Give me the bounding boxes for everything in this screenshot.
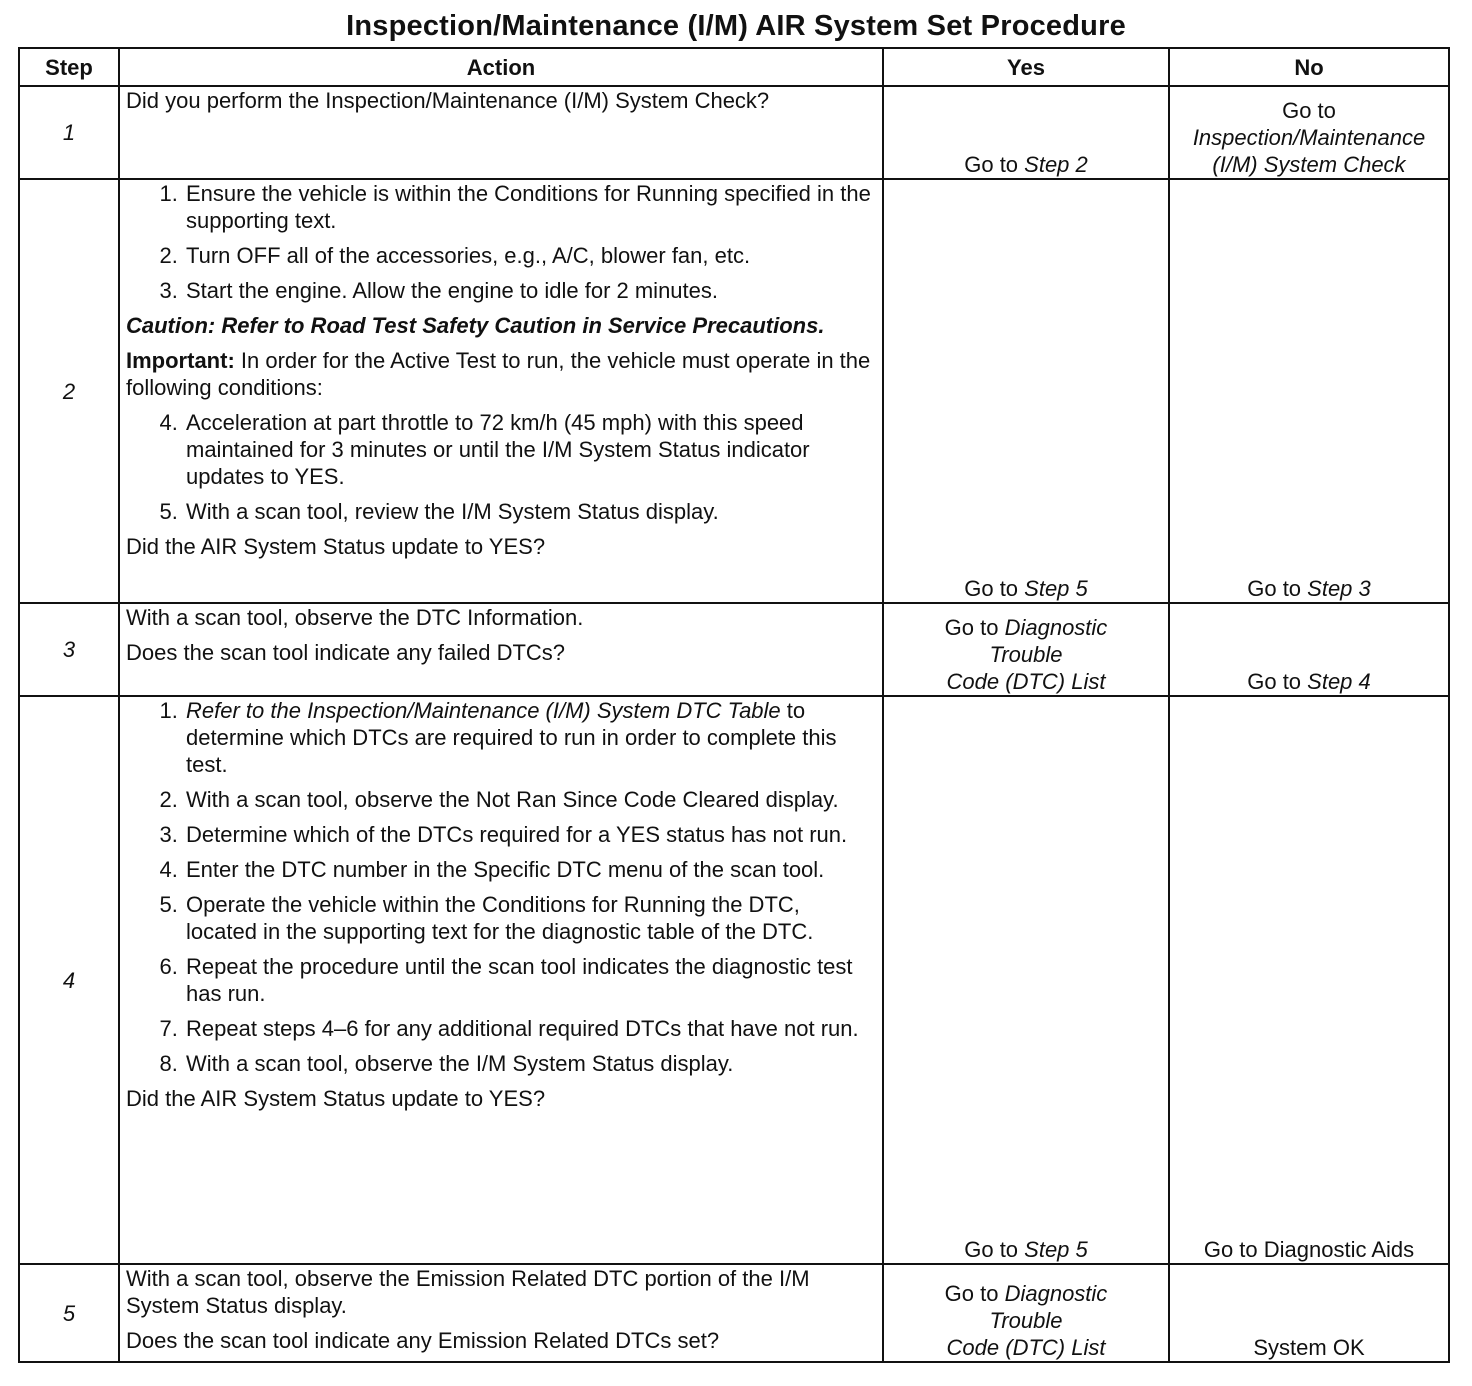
list-item: 4. Enter the DTC number in the Specific DTC menu of the scan tool.	[184, 856, 876, 883]
yes-cell	[883, 86, 1169, 179]
page-title: Inspection/Maintenance (I/M) AIR System Set Procedure	[346, 10, 1126, 42]
list-item: 3. Start the engine. Allow the engine to idle for 2 minutes.	[184, 277, 876, 304]
action-list-a	[126, 180, 876, 304]
action-question: Did the AIR System Status update to YES?	[126, 534, 546, 559]
yes-prefix: Go to	[964, 1237, 1025, 1262]
yes-link-dtc-list[interactable]: Diagnostic	[1004, 615, 1108, 640]
list-item: 4. Acceleration at part throttle to 72 km/h (45 mph) with this speed maintained for 3 minutes or until the I/M System Status indicator updates to YES.	[184, 409, 876, 490]
action-cell	[119, 179, 883, 603]
yes-link-step-5[interactable]: Step 5	[1024, 1237, 1088, 1262]
table-row-step-5	[19, 1264, 1449, 1362]
yes-link-step-5[interactable]: Step 5	[1024, 576, 1088, 601]
no-cell	[1169, 1264, 1449, 1362]
header-action: Action	[119, 48, 883, 86]
list-item	[184, 697, 876, 778]
yes-link-dtc-list-cont[interactable]: Trouble	[989, 1308, 1063, 1333]
yes-line-1	[890, 614, 1162, 641]
action-question: Does the scan tool indicate any failed DTCs?	[126, 640, 566, 665]
yes-cell	[883, 179, 1169, 603]
no-link-step-4[interactable]: Step 4	[1307, 669, 1371, 694]
header-no: No	[1169, 48, 1449, 86]
header-yes: Yes	[883, 48, 1169, 86]
action-question: Does the scan tool indicate any Emission Related DTCs set?	[126, 1328, 720, 1353]
list-item: 2. Turn OFF all of the accessories, e.g., A/C, blower fan, etc.	[184, 242, 876, 269]
yes-link-dtc-list-cont[interactable]: Trouble	[989, 642, 1063, 667]
action-cell	[119, 696, 883, 1264]
list-item-text: to determine which DTCs are required to run in order to complete this test.	[186, 698, 837, 777]
list-item: 7. Repeat steps 4–6 for any additional required DTCs that have not run.	[184, 1015, 876, 1042]
no-result-system-ok: System OK	[1253, 1335, 1365, 1360]
important-note	[126, 347, 876, 401]
table-row-step-3	[19, 603, 1449, 696]
no-cell	[1169, 86, 1449, 179]
no-prefix: Go to	[1247, 576, 1308, 601]
yes-prefix: Go to	[944, 1281, 1005, 1306]
important-label: Important:	[126, 348, 235, 373]
procedure-table	[18, 47, 1450, 1363]
list-item: 8. With a scan tool, observe the I/M System Status display.	[184, 1050, 876, 1077]
table-header-row	[19, 48, 1449, 86]
action-cell	[119, 603, 883, 696]
no-prefix: Go to	[1247, 669, 1308, 694]
action-cell	[119, 1264, 883, 1362]
table-row-step-2	[19, 179, 1449, 603]
no-cell	[1169, 179, 1449, 603]
no-link-system-check[interactable]: Inspection/Maintenance	[1192, 125, 1426, 150]
step-number: 2	[19, 179, 119, 603]
yes-link-dtc-list-end[interactable]: Code (DTC) List	[946, 1335, 1106, 1360]
no-cell	[1169, 603, 1449, 696]
list-item: 5. With a scan tool, review the I/M System Status display.	[184, 498, 876, 525]
yes-cell	[883, 603, 1169, 696]
table-row-step-1	[19, 86, 1449, 179]
caution-note: Caution: Refer to Road Test Safety Caution in Service Precautions.	[126, 313, 825, 338]
yes-link-dtc-list-end[interactable]: Code (DTC) List	[946, 669, 1106, 694]
action-list	[126, 697, 876, 1077]
yes-prefix: Go to	[964, 152, 1025, 177]
dtc-table-reference[interactable]: Refer to the Inspection/Maintenance (I/M) System DTC Table	[186, 698, 781, 723]
list-item: 2. With a scan tool, observe the Not Ran Since Code Cleared display.	[184, 786, 876, 813]
list-item: 1. Ensure the vehicle is within the Conditions for Running specified in the supporting text.	[184, 180, 876, 234]
yes-cell	[883, 696, 1169, 1264]
step-number: 1	[19, 86, 119, 179]
step-number: 5	[19, 1264, 119, 1362]
action-list-b	[126, 409, 876, 525]
action-question: Did the AIR System Status update to YES?	[126, 1086, 546, 1111]
yes-prefix: Go to	[964, 576, 1025, 601]
no-cell	[1169, 696, 1449, 1264]
action-cell	[119, 86, 883, 179]
step-number: 4	[19, 696, 119, 1264]
list-item: 5. Operate the vehicle within the Conditions for Running the DTC, located in the supporting text for the diagnostic table of the DTC.	[184, 891, 876, 945]
table-row-step-4	[19, 696, 1449, 1264]
action-question: Did you perform the Inspection/Maintenance (I/M) System Check?	[126, 88, 770, 113]
list-item: 6. Repeat the procedure until the scan tool indicates the diagnostic test has run.	[184, 953, 876, 1007]
no-link-step-3[interactable]: Step 3	[1307, 576, 1371, 601]
step-number: 3	[19, 603, 119, 696]
list-item: 3. Determine which of the DTCs required for a YES status has not run.	[184, 821, 876, 848]
yes-line-1	[890, 1280, 1162, 1307]
yes-link-step-2[interactable]: Step 2	[1024, 152, 1088, 177]
yes-cell	[883, 1264, 1169, 1362]
yes-link-dtc-list[interactable]: Diagnostic	[1004, 1281, 1108, 1306]
important-text: In order for the Active Test to run, the vehicle must operate in the following conditions:	[126, 348, 871, 400]
action-text: With a scan tool, observe the Emission Related DTC portion of the I/M System Status display.	[126, 1266, 810, 1318]
header-step: Step	[19, 48, 119, 86]
no-prefix: Go to	[1282, 98, 1336, 123]
no-link-system-check-cont[interactable]: (I/M) System Check	[1212, 152, 1406, 177]
action-text: With a scan tool, observe the DTC Information.	[126, 605, 584, 630]
no-link-diagnostic-aids[interactable]: Go to Diagnostic Aids	[1203, 1237, 1415, 1262]
yes-prefix: Go to	[944, 615, 1005, 640]
